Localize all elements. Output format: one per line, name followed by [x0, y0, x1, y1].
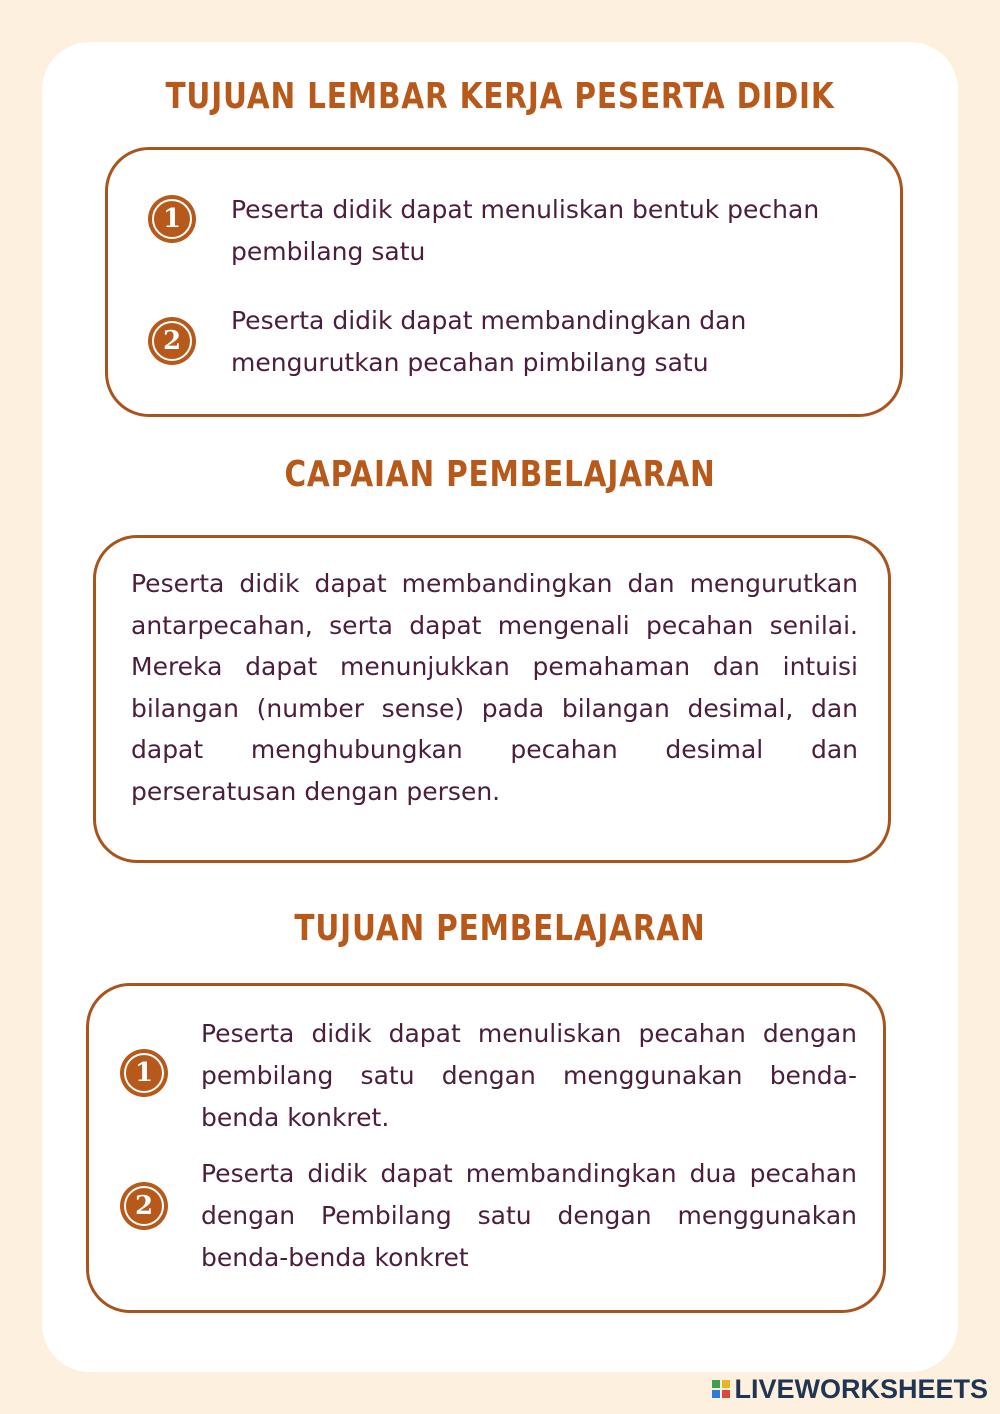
number-2-icon: 2	[120, 1182, 168, 1230]
section-title-learning-outcomes: CAPAIAN PEMBELAJARAN	[284, 454, 716, 495]
worksheet-goal-1-text: Peserta didik dapat menuliskan bentuk pechan pembilang satu	[231, 195, 820, 266]
worksheet-goal-2-text: Peserta didik dapat membandingkan dan mengurutkan pecahan pimbilang satu	[231, 306, 747, 377]
section-title-learning-objectives: TUJUAN PEMBELAJARAN	[294, 908, 706, 949]
logo-text: LIVEWORKSHEETS	[734, 1373, 988, 1404]
logo-blocks-icon	[712, 1380, 730, 1398]
worksheet-goals-box	[105, 147, 903, 417]
section-title-worksheet-goals: TUJUAN LEMBAR KERJA PESERTA DIDIK	[165, 76, 835, 117]
number-2-icon: 2	[148, 317, 196, 365]
number-1-icon: 1	[120, 1049, 168, 1097]
learning-outcomes-paragraph: Peserta didik dapat membandingkan dan mengurutkan antarpecahan, serta dapat mengenali pecahan senilai. Mereka dapat menunjukkan pemahaman dan intuisi bilangan (number sense) pada bilangan desimal, dan dapat menghubungkan pecahan desimal dan perseratusan dengan persen.	[131, 569, 858, 806]
number-1-icon: 1	[148, 195, 196, 243]
learning-outcomes-box	[93, 535, 891, 863]
liveworksheets-logo	[712, 1374, 988, 1404]
learning-objective-1-text: Peserta didik dapat menuliskan pecahan dengan pembilang satu dengan menggunakan benda-benda konkret.	[201, 1019, 857, 1132]
learning-objective-2-text: Peserta didik dapat membandingkan dua pecahan dengan Pembilang satu dengan menggunakan benda-benda konkret	[201, 1159, 857, 1272]
learning-objectives-box	[86, 983, 886, 1313]
